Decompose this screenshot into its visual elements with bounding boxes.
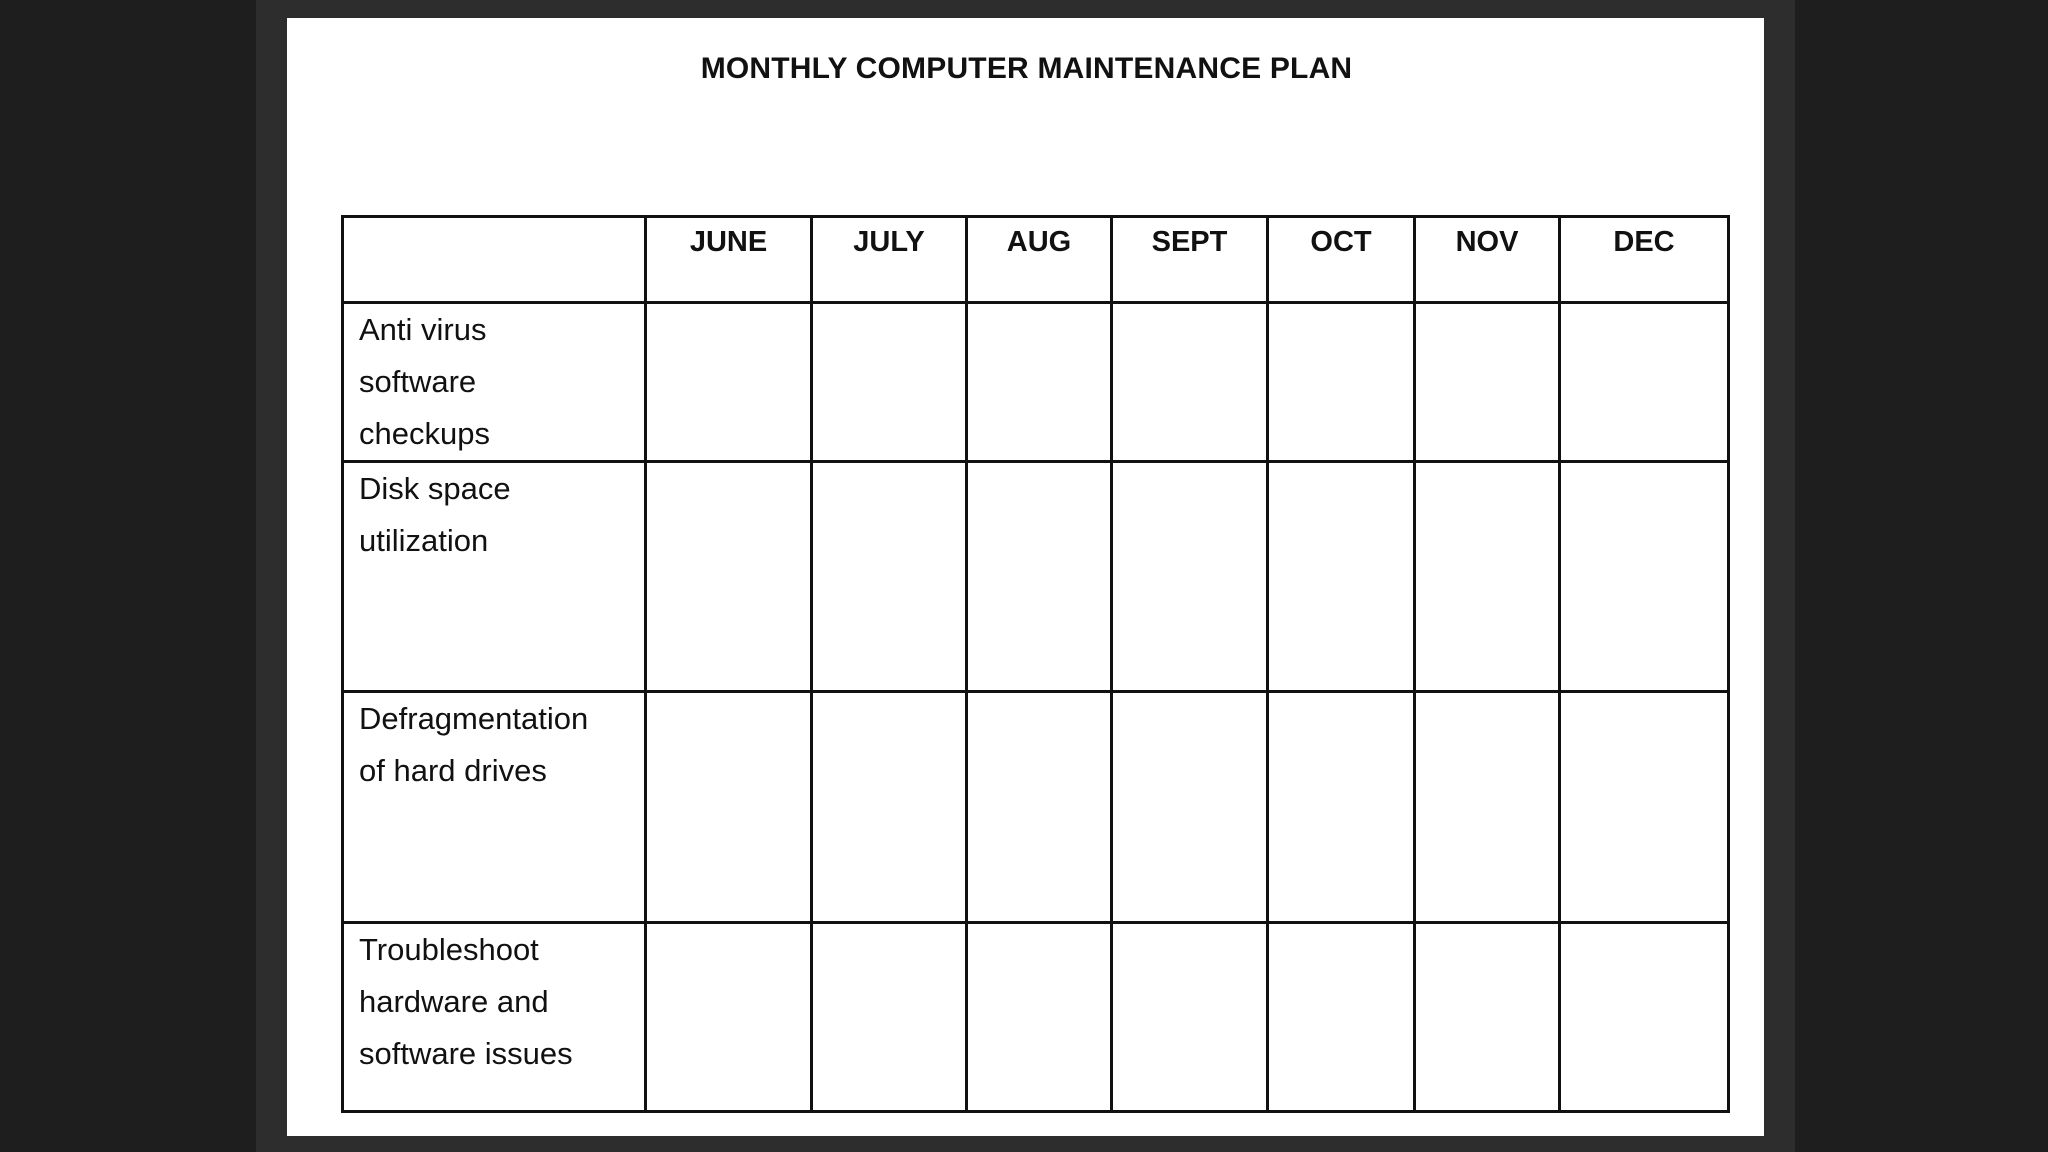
month-header-nov: NOV (1415, 217, 1560, 303)
table-row (343, 462, 1729, 692)
schedule-cell[interactable] (1268, 692, 1415, 923)
schedule-cell[interactable] (812, 692, 967, 923)
schedule-cell[interactable] (1268, 462, 1415, 692)
corner-header-cell (343, 217, 646, 303)
month-header-sept: SEPT (1112, 217, 1268, 303)
schedule-cell[interactable] (1415, 303, 1560, 462)
schedule-cell[interactable] (646, 462, 812, 692)
table-row (343, 303, 1729, 462)
task-label: Troubleshoot hardware and software issues (359, 932, 573, 1071)
task-cell (343, 692, 646, 923)
schedule-cell[interactable] (1112, 303, 1268, 462)
schedule-cell[interactable] (967, 692, 1112, 923)
schedule-cell[interactable] (1268, 303, 1415, 462)
page-title: MONTHLY COMPUTER MAINTENANCE PLAN (700, 52, 1353, 85)
schedule-cell[interactable] (1560, 692, 1729, 923)
task-cell (343, 462, 646, 692)
task-label: Defragmentation of hard drives (359, 701, 589, 788)
header-row (343, 217, 1729, 303)
table-row (343, 923, 1729, 1112)
schedule-cell[interactable] (1112, 462, 1268, 692)
schedule-cell[interactable] (1112, 692, 1268, 923)
month-header-july: JULY (812, 217, 967, 303)
month-header-june: JUNE (646, 217, 812, 303)
schedule-cell[interactable] (967, 462, 1112, 692)
task-cell (343, 303, 646, 462)
schedule-cell[interactable] (1560, 462, 1729, 692)
schedule-cell[interactable] (1560, 923, 1729, 1112)
schedule-cell[interactable] (812, 462, 967, 692)
schedule-cell[interactable] (812, 923, 967, 1112)
task-label: Anti virus software checkups (359, 312, 490, 451)
schedule-cell[interactable] (646, 303, 812, 462)
schedule-cell[interactable] (1560, 303, 1729, 462)
task-label: Disk space utilization (359, 471, 511, 558)
schedule-cell[interactable] (812, 303, 967, 462)
schedule-cell[interactable] (1112, 923, 1268, 1112)
month-header-oct: OCT (1268, 217, 1415, 303)
schedule-cell[interactable] (967, 303, 1112, 462)
table-row (343, 692, 1729, 923)
schedule-cell[interactable] (646, 692, 812, 923)
schedule-cell[interactable] (1415, 923, 1560, 1112)
task-cell (343, 923, 646, 1112)
schedule-cell[interactable] (967, 923, 1112, 1112)
schedule-cell[interactable] (1268, 923, 1415, 1112)
schedule-cell[interactable] (1415, 692, 1560, 923)
maintenance-table (341, 215, 1730, 1113)
month-header-aug: AUG (967, 217, 1112, 303)
schedule-cell[interactable] (1415, 462, 1560, 692)
month-header-dec: DEC (1560, 217, 1729, 303)
schedule-cell[interactable] (646, 923, 812, 1112)
